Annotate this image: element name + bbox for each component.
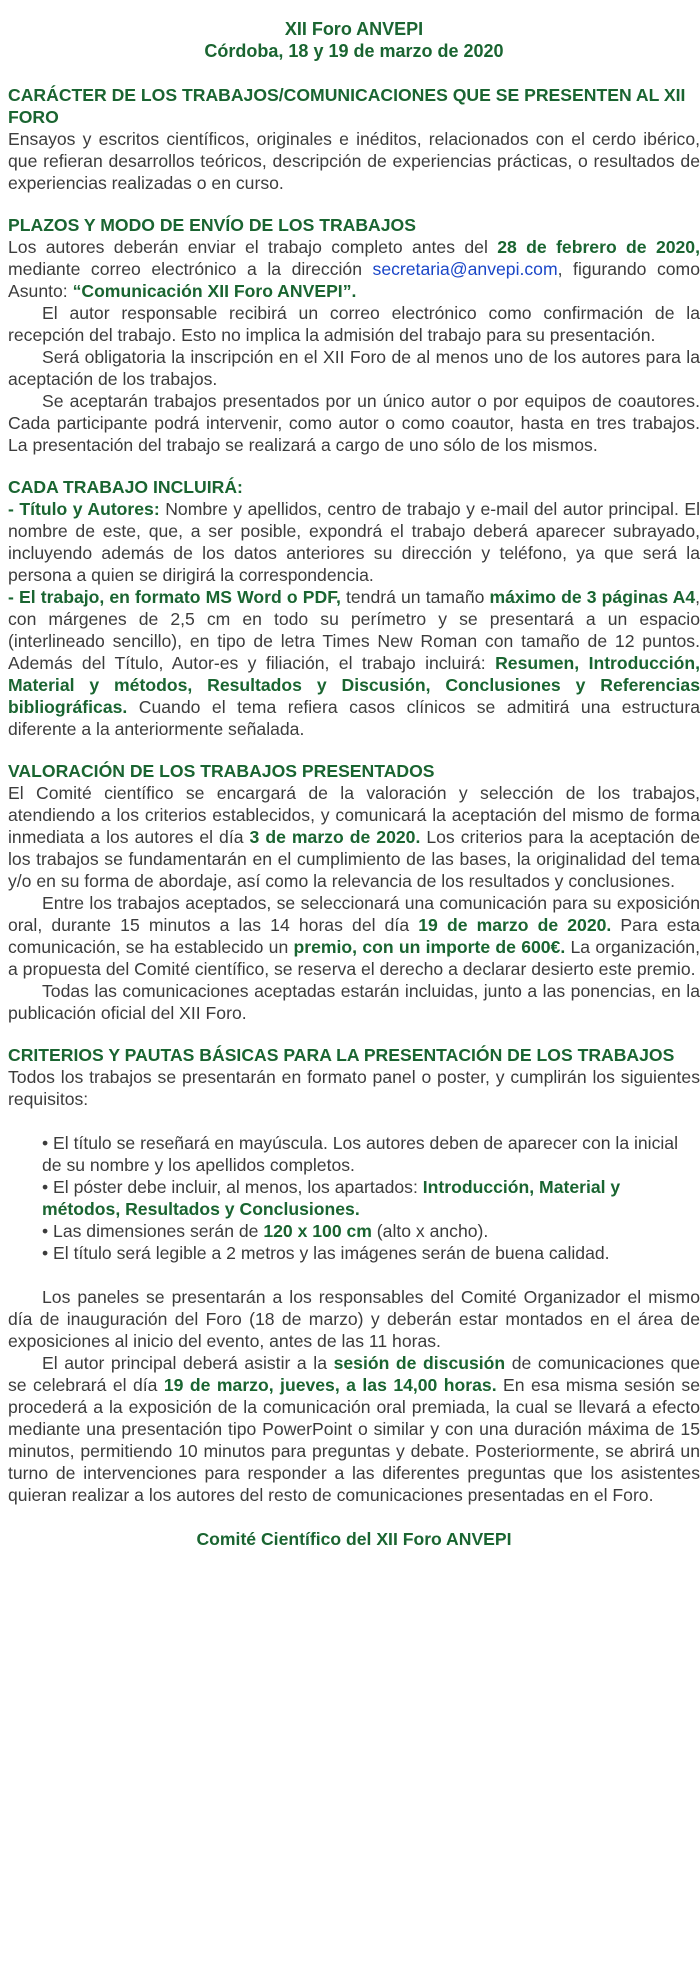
text: Cuando el tema refiera casos clínicos se admitirá una estructura diferente a la anteriormente señalada. [8, 697, 700, 739]
section-paragraph [8, 586, 700, 740]
text: • Las dimensiones serán de [42, 1221, 264, 1241]
text: (alto x ancho). [371, 1221, 489, 1241]
section-paragraph [8, 498, 700, 586]
page-title: XII Foro ANVEPI [284, 19, 424, 39]
list-item: • El título será legible a 2 metros y las imágenes serán de buena calidad. [42, 1243, 610, 1263]
emphasis: Resumen, Introducción, Material y métodos, Resultados y Discusión, Conclusiones y Referencias bibliográficas. [8, 653, 700, 717]
emphasis: 19 de marzo de 2020. [418, 915, 612, 935]
requirements-list [8, 1132, 700, 1264]
section-paragraph: Será obligatoria la inscripción en el XII Foro de al menos uno de los autores para la aceptación de los trabajos. [8, 347, 700, 389]
section-paragraph [8, 236, 700, 302]
text: La organización, a propuesta del Comité científico, se reserva el derecho a declarar desierto este premio. [8, 937, 700, 979]
text: Los autores deberán enviar el trabajo completo antes del [8, 237, 498, 257]
text: Los criterios para la aceptación de los trabajos se fundamentarán en el cumplimiento de las bases, la originalidad del tema y/o en su forma de abordaje, así como la relevancia de los resultados y conclusiones. [8, 827, 700, 891]
section-paragraph [8, 1352, 700, 1506]
email-link[interactable]: secretaria@anvepi.com [372, 259, 558, 279]
text: El autor principal deberá asistir a la [42, 1353, 334, 1373]
list-item: • El título se reseñará en mayúscula. Los autores deben de aparecer con la inicial de su nombre y los apellidos completos. [42, 1133, 678, 1175]
text: , figurando como Asunto: [8, 259, 700, 301]
text: En esa misma sesión se procederá a la exposición de la comunicación oral premiada, la cual se llevará a efecto mediante una presentación tipo PowerPoint o similar y con una duración máxima de 15 minutos, permitiendo 10 minutos para preguntas y debate. Posteriormente, se abrirá un turno de intervenciones para responder a las diferentes preguntas que los asistentes quieran realizar a los autores del resto de comunicaciones presentadas en el Foro. [8, 1375, 700, 1505]
section-heading-criteria: CRITERIOS Y PAUTAS BÁSICAS PARA LA PRESENTACIÓN DE LOS TRABAJOS [8, 1045, 675, 1065]
emphasis: - El trabajo, en formato MS Word o PDF, [8, 587, 341, 607]
emphasis: - Título y Autores: [8, 499, 160, 519]
section-heading-deadlines: PLAZOS Y MODO DE ENVÍO DE LOS TRABAJOS [8, 215, 416, 235]
text: El Comité científico se encargará de la valoración y selección de los trabajos, atendiendo a los criterios establecidos, y comunicará la aceptación del mismo de forma inmediata a los autores el día [8, 783, 700, 847]
text: de comunicaciones que se celebrará el día [8, 1353, 700, 1395]
text: • El póster debe incluir, al menos, los apartados: [42, 1177, 423, 1197]
emphasis: 3 de marzo de 2020. [249, 827, 421, 847]
text: Para esta comunicación, se ha establecido un [8, 915, 700, 957]
section-paragraph [8, 782, 700, 892]
emphasis: máximo de 3 páginas A4 [489, 587, 696, 607]
section-paragraph: Se aceptarán trabajos presentados por un único autor o por equipos de coautores. Cada participante podrá intervenir, como autor o como coautor, hasta en tres trabajos. La presentación del trabajo se realizará a cargo de uno sólo de los mismos. [8, 391, 700, 455]
deadline-date: 28 de febrero de 2020, [497, 237, 700, 257]
emphasis: Introducción, Material y métodos, Resultados y Conclusiones. [42, 1177, 621, 1219]
spacer [8, 1110, 700, 1132]
event-date-location: Córdoba, 18 y 19 de marzo de 2020 [204, 41, 504, 61]
text: tendrá un tamaño [340, 587, 490, 607]
section-paragraph: Ensayos y escritos científicos, originales e inéditos, relacionados con el cerdo ibérico, que refieran desarrollos teóricos, descripción de experiencias prácticas, o resultados de experiencias realizadas o en curso. [8, 129, 700, 193]
emphasis: 19 de marzo, jueves, a las 14,00 horas. [163, 1375, 497, 1395]
section-paragraph [8, 892, 700, 980]
section-heading-evaluation: VALORACIÓN DE LOS TRABAJOS PRESENTADOS [8, 761, 435, 781]
text: Nombre y apellidos, centro de trabajo y e-mail del autor principal. El nombre de este, que, a ser posible, expondrá el trabajo deberá aparecer subrayado, incluyendo además de los datos anteriores su dirección y teléfono, ya que será la persona a quien se dirigirá la correspondencia. [8, 499, 700, 585]
list-item [42, 1176, 700, 1220]
emphasis: 120 x 100 cm [263, 1221, 372, 1241]
section-paragraph: Los paneles se presentarán a los responsables del Comité Organizador el mismo día de inauguración del Foro (18 de marzo) y deberán estar montados en el área de exposiciones al inicio del evento, antes de las 11 horas. [8, 1287, 700, 1351]
footer-signature: Comité Científico del XII Foro ANVEPI [196, 1529, 512, 1549]
text: mediante correo electrónico a la dirección [8, 259, 373, 279]
section-paragraph: Todas las comunicaciones aceptadas estarán incluidas, junto a las ponencias, en la publicación oficial del XII Foro. [8, 981, 700, 1023]
spacer [8, 1264, 700, 1286]
text: , con márgenes de 2,5 cm en todo su perímetro y se presentará a un espacio (interlineado sencillo), en tipo de letra Times New Roman con tamaño de 12 puntos. Además del Título, Autor-es y filiación, el trabajo incluirá: [8, 587, 700, 673]
list-item [42, 1220, 700, 1242]
section-heading-character: CARÁCTER DE LOS TRABAJOS/COMUNICACIONES QUE SE PRESENTEN AL XII FORO [8, 85, 686, 127]
section-heading-contents: CADA TRABAJO INCLUIRÁ: [8, 477, 243, 497]
emphasis: sesión de discusión [333, 1353, 506, 1373]
emphasis: premio, con un importe de 600€. [293, 937, 566, 957]
email-subject: “Comunicación XII Foro ANVEPI”. [72, 281, 357, 301]
text: Entre los trabajos aceptados, se seleccionará una comunicación para su exposición oral, durante 15 minutos a las 14 horas del día [8, 893, 700, 935]
section-paragraph: Todos los trabajos se presentarán en formato panel o poster, y cumplirán los siguientes requisitos: [8, 1067, 700, 1109]
section-paragraph: El autor responsable recibirá un correo electrónico como confirmación de la recepción del trabajo. Esto no implica la admisión del trabajo para su presentación. [8, 303, 700, 345]
